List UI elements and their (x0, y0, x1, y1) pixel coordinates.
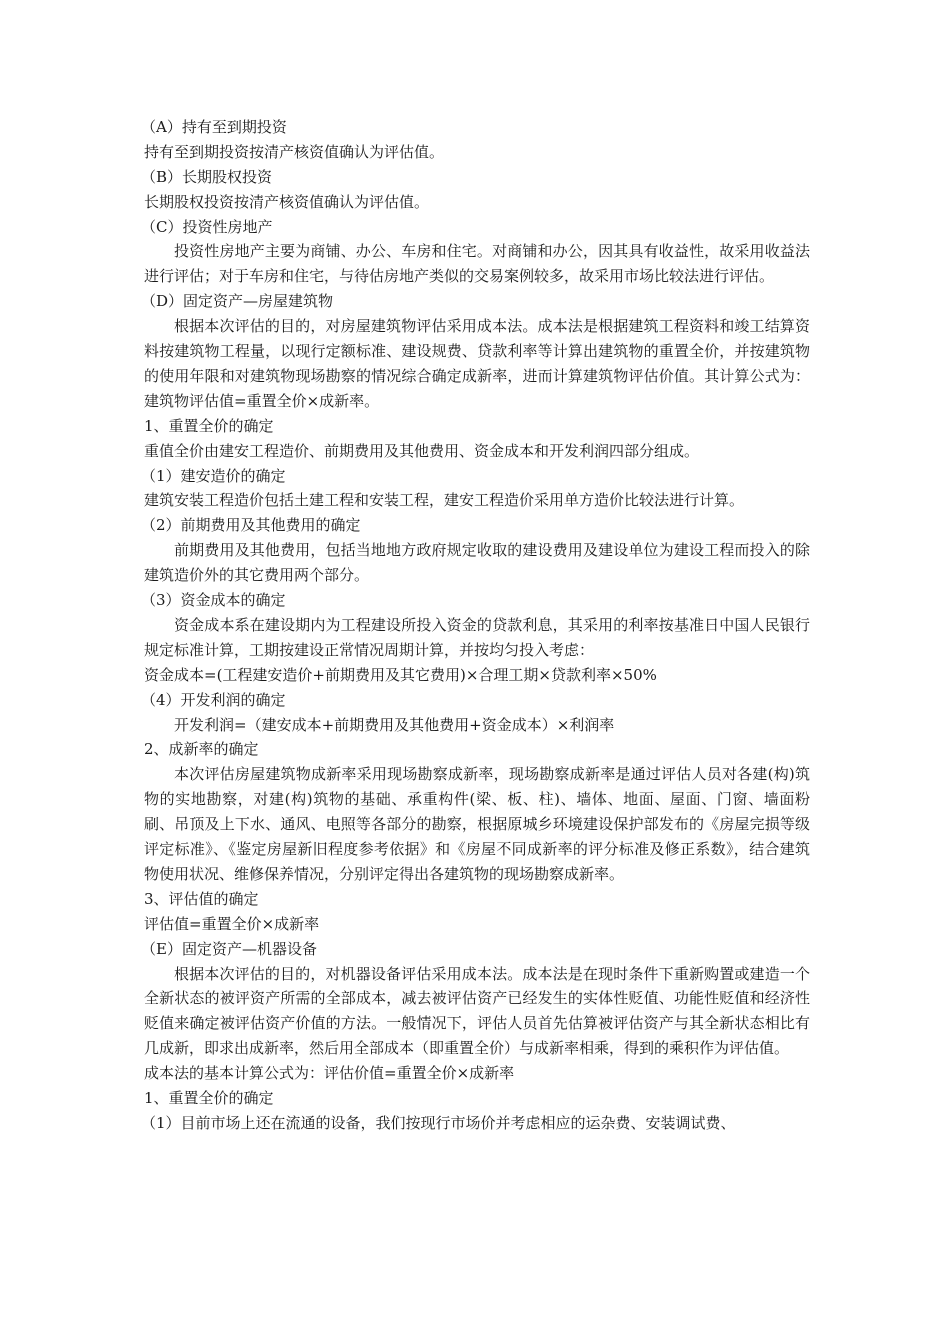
paragraph: 长期股权投资按清产核资值确认为评估值。 (144, 192, 430, 211)
item-heading: （4）开发利润的确定 (141, 690, 286, 709)
paragraph: 投资性房地产主要为商铺、办公、车房和住宅。对商铺和办公，因其具有收益性，故采用收益法进行评估；对于车房和住宅，与待估房地产类似的交易案例较多，故采用市场比较法进行评估。 (144, 242, 810, 286)
paragraph: 前期费用及其他费用，包括当地地方政府规定收取的建设费用及建设单位为建设工程而投入的除建筑造价外的其它费用两个部分。 (144, 541, 810, 585)
item-heading: （1）建安造价的确定 (141, 466, 286, 485)
paragraph: 重值全价由建安工程造价、前期费用及其他费用、资金成本和开发利润四部分组成。 (144, 441, 700, 460)
formula-line: 开发利润=（建安成本+前期费用及其他费用+资金成本）×利润率 (174, 715, 615, 734)
document-body (141, 115, 810, 1136)
formula-line: 成本法的基本计算公式为：评估价值=重置全价×成新率 (144, 1064, 515, 1083)
paragraph: 本次评估房屋建筑物成新率采用现场勘察成新率，现场勘察成新率是通过评估人员对各建(构)筑物的实地勘察，对建(构)筑物的基础、承重构件(梁、板、柱)、墙体、地面、屋面、门窗、墙面粉刷、吊顶及上下水、通风、电照等各部分的勘察，根据原城乡环境建设保护部发布的《房屋完损等级评定标准》、《鉴定房屋新旧程度参考依据》和《房屋不同成新率的评分标准及修正系数》，结合建筑物使用状况、维修保养情况，分别评定得出各建筑物的现场勘察成新率。 (144, 765, 810, 883)
paragraph: 持有至到期投资按清产核资值确认为评估值。 (144, 142, 445, 161)
section-heading-d: （D）固定资产—房屋建筑物 (141, 292, 334, 311)
item-heading: （2）前期费用及其他费用的确定 (141, 516, 361, 535)
formula-line: 资金成本=(工程建安造价+前期费用及其它费用)×合理工期×贷款利率×50% (144, 665, 657, 684)
section-heading-e: （E）固定资产—机器设备 (141, 939, 317, 958)
subsection-heading: 1、重置全价的确定 (144, 416, 274, 435)
subsection-heading: 2、成新率的确定 (144, 740, 259, 759)
item-heading: （1）目前市场上还在流通的设备，我们按现行市场价并考虑相应的运杂费、安装调试费、 (141, 1113, 736, 1132)
paragraph: 根据本次评估的目的，对机器设备评估采用成本法。成本法是在现时条件下重新购置或建造一个全新状态的被评资产所需的全部成本，减去被评估资产已经发生的实体性贬值、功能性贬值和经济性贬值来确定被评估资产价值的方法。一般情况下，评估人员首先估算被评估资产与其全新状态相比有几成新，即求出成新率，然后用全部成本（即重置全价）与成新率相乘，得到的乘积作为评估值。 (144, 964, 810, 1058)
paragraph: 建筑安装工程造价包括土建工程和安装工程，建安工程造价采用单方造价比较法进行计算。 (144, 491, 745, 510)
item-heading: （3）资金成本的确定 (141, 591, 286, 610)
section-heading-c: （C）投资性房地产 (141, 217, 273, 236)
subsection-heading: 1、重置全价的确定 (144, 1089, 274, 1108)
subsection-heading: 3、评估值的确定 (144, 889, 259, 908)
paragraph: 根据本次评估的目的，对房屋建筑物评估采用成本法。成本法是根据建筑工程资料和竣工结算资料按建筑物工程量，以现行定额标准、建设规费、贷款利率等计算出建筑物的重置全价，并按建筑物的使用年限和对建筑物现场勘察的情况综合确定成新率，进而计算建筑物评估价值。其计算公式为：建筑物评估值=重置全价×成新率。 (144, 317, 810, 410)
section-heading-b: （B）长期股权投资 (141, 167, 273, 186)
section-heading-a: （A）持有至到期投资 (141, 118, 287, 136)
paragraph: 资金成本系在建设期内为工程建设所投入资金的贷款利息，其采用的利率按基准日中国人民银行规定标准计算，工期按建设正常情况周期计算，并按均匀投入考虑： (144, 615, 810, 659)
formula-line: 评估值=重置全价×成新率 (144, 914, 320, 933)
